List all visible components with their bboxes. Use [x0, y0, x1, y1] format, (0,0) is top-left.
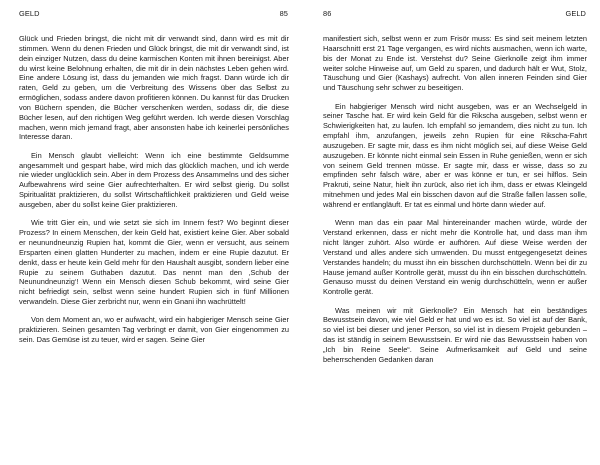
paragraph: Von dem Moment an, wo er aufwacht, wird ein habgieriger Mensch seine Gier praktizieren. Seinen gesamten Tag verbringt er damit, von Gier eingenommen zu sein. Das Gemüse ist zu teuer, wird er sagen. Seine Gier [19, 315, 289, 345]
paragraph: manifestiert sich, selbst wenn er zum Frisör muss: Es sind seit meinem letzten Haarschnitt erst 21 Tage vergangen, es wird nichts ausmachen, wenn ich warte, bis der Monat zu Ende ist. Verstehst du? Seine Gierknolle zeigt ihm immer weiter solche Hinweise auf, um Geld zu sparen, und dadurch hält er Wut, Stolz, Täuschung und Gier (Kashays) aufrecht. Von allen inneren Feinden sind Gier und Täuschung sehr schwer zu beseitigen. [323, 34, 587, 93]
right-page-body [323, 34, 587, 365]
paragraph: Wenn man das ein paar Mal hintereinander machen würde, würde der Verstand erkennen, dass er nicht mehr die Kontrolle hat, und dass man ihm nicht länger zuhört. Also würde er aufhören. Auf diese Weise werden der Verstand und alles andere sich umwenden. Du musst entgegengesetzt deines Verstandes handeln; du musst ihn ein bisschen durchschütteln. Wenn bei dir zu Hause jemand außer Kontrolle gerät, musst du ihn ein bisschen durchschütteln. Genauso musst du deinen Verstand ein wenig durchschütteln, wenn er außer Kontrolle gerät. [323, 218, 587, 297]
right-page-header [323, 9, 586, 21]
running-title: GELD [565, 9, 586, 18]
paragraph: Was meinen wir mit Gierknolle? Ein Mensch hat ein beständiges Bewusstsein davon, wie viel Geld er hat und wo es ist. So viel ist auf der Bank, so viel ist bei dieser und jener Person, so viel ist in diesem Projekt gebunden – das ist ständig in seinem Bewusstsein. Er wird nie das Bewusstsein haben von „Ich bin Reine Seele“. Seine Aufmerksamkeit auf Geld und seine beherrschenden Gedanken daran [323, 305, 587, 364]
left-page-header [19, 9, 288, 21]
page-number: 85 [279, 9, 288, 18]
paragraph: Ein Mensch glaubt vielleicht: Wenn ich eine bestimmte Geldsumme angesammelt und gespart habe, wird mich das glücklich machen, und ich werde nie wieder unglücklich sein. Aber in dem Prozess des Ansammelns und des sicher Aufbewahrens wird seine Gier aufrechterhalten. Er wird selbst gierig. Du sollst Spiritualität praktizieren, du sollst Wirtschaftlichkeit praktizieren und Geld weise ausgeben, aber du sollst keine Gier praktizieren. [19, 150, 289, 209]
paragraph: Glück und Frieden bringst, die nicht mit dir verwandt sind, dann wird es mit dir stimmen. Wenn du denen Frieden und Glück bringst, die mit dir verwandt sind, ist dein einziger Nutzen, dass du deine karmischen Konten mit ihnen bereinigst. Aber du wirst keine Belohnung erhalten, die mit dir in dein nächstes Leben gehen wird. Eine andere Lösung ist, dass du jemanden wie mich fragst. Dann würde ich dir raten, Geld zu geben, um die Verbreitung des Wissens über das Selbst zu ermöglichen, sodass andere davon profitieren können. Du kannst für das Drucken von Büchern spenden, die Bücher verschenken werden, sodass dir, die diese Bücher lesen, auf den richtigen Weg geführt werden. Ich werde diesen Vorschlag machen, wenn mich jemand fragt, aber ansonsten habe ich keinerlei persönliches Interesse daran. [19, 34, 289, 142]
right-page [300, 0, 600, 465]
page-number: 86 [323, 9, 332, 18]
paragraph: Wie tritt Gier ein, und wie setzt sie sich im Innern fest? Wo beginnt dieser Prozess? In einem Menschen, der kein Geld hat, existiert keine Gier. Aber sobald er neunundneunzig Rupien hat, kommt die Gier, wenn er versucht, aus seinem Ersparten einen glatten Hunderter zu machen, indem er eine Rupie dazutut. Er denkt, dass er heute kein Geld mehr für den Haushalt ausgibt, sondern lieber eine Rupie zu seinem Guthaben dazutut. Das nennt man den ‚Schub der Neunundneunzig‘! Wenn ein Mensch diesen Schub bekommt, wird seine Gier nicht befriedigt sein, selbst wenn seine hundert Rupien sich in fünf Millionen verwandeln. Diese Gier zerbricht nur, wenn ein Gnani ihn wachrüttelt! [19, 218, 289, 307]
running-title: GELD [19, 9, 40, 18]
paragraph: Ein habgieriger Mensch wird nicht ausgeben, was er an Wechselgeld in seiner Tasche hat. Er wird kein Geld für die Rikscha ausgeben, selbst wenn er Schwierigkeiten hat, zu laufen. Ich empfahl so jemandem, dies nicht zu tun. Ich empfahl ihm, anzufangen, jeweils zehn Rupien für eine Rikscha-Fahrt auszugeben. Er sagte mir, dass es ihm nicht möglich sei, auf diese Weise Geld auszugeben. Er könnte nicht einmal sein Essen in Ruhe genießen, wenn er sich von seinem Geld trennen müsse. Er sagte mir, dass er wisse, dass so zu empfinden sehr falsch wäre, aber er was könne er tun, er sei hilflos. Sein Prakruti, seine Natur, hielt ihn zurück, also riet ich ihm, dass er etwas Kleingeld mitnehmen und jedes Mal ein bisschen davon auf die Straße fallen lassen solle, während er entlangläuft. Er tat es einmal und hörte dann wieder auf. [323, 101, 587, 209]
left-page-body [19, 34, 289, 345]
